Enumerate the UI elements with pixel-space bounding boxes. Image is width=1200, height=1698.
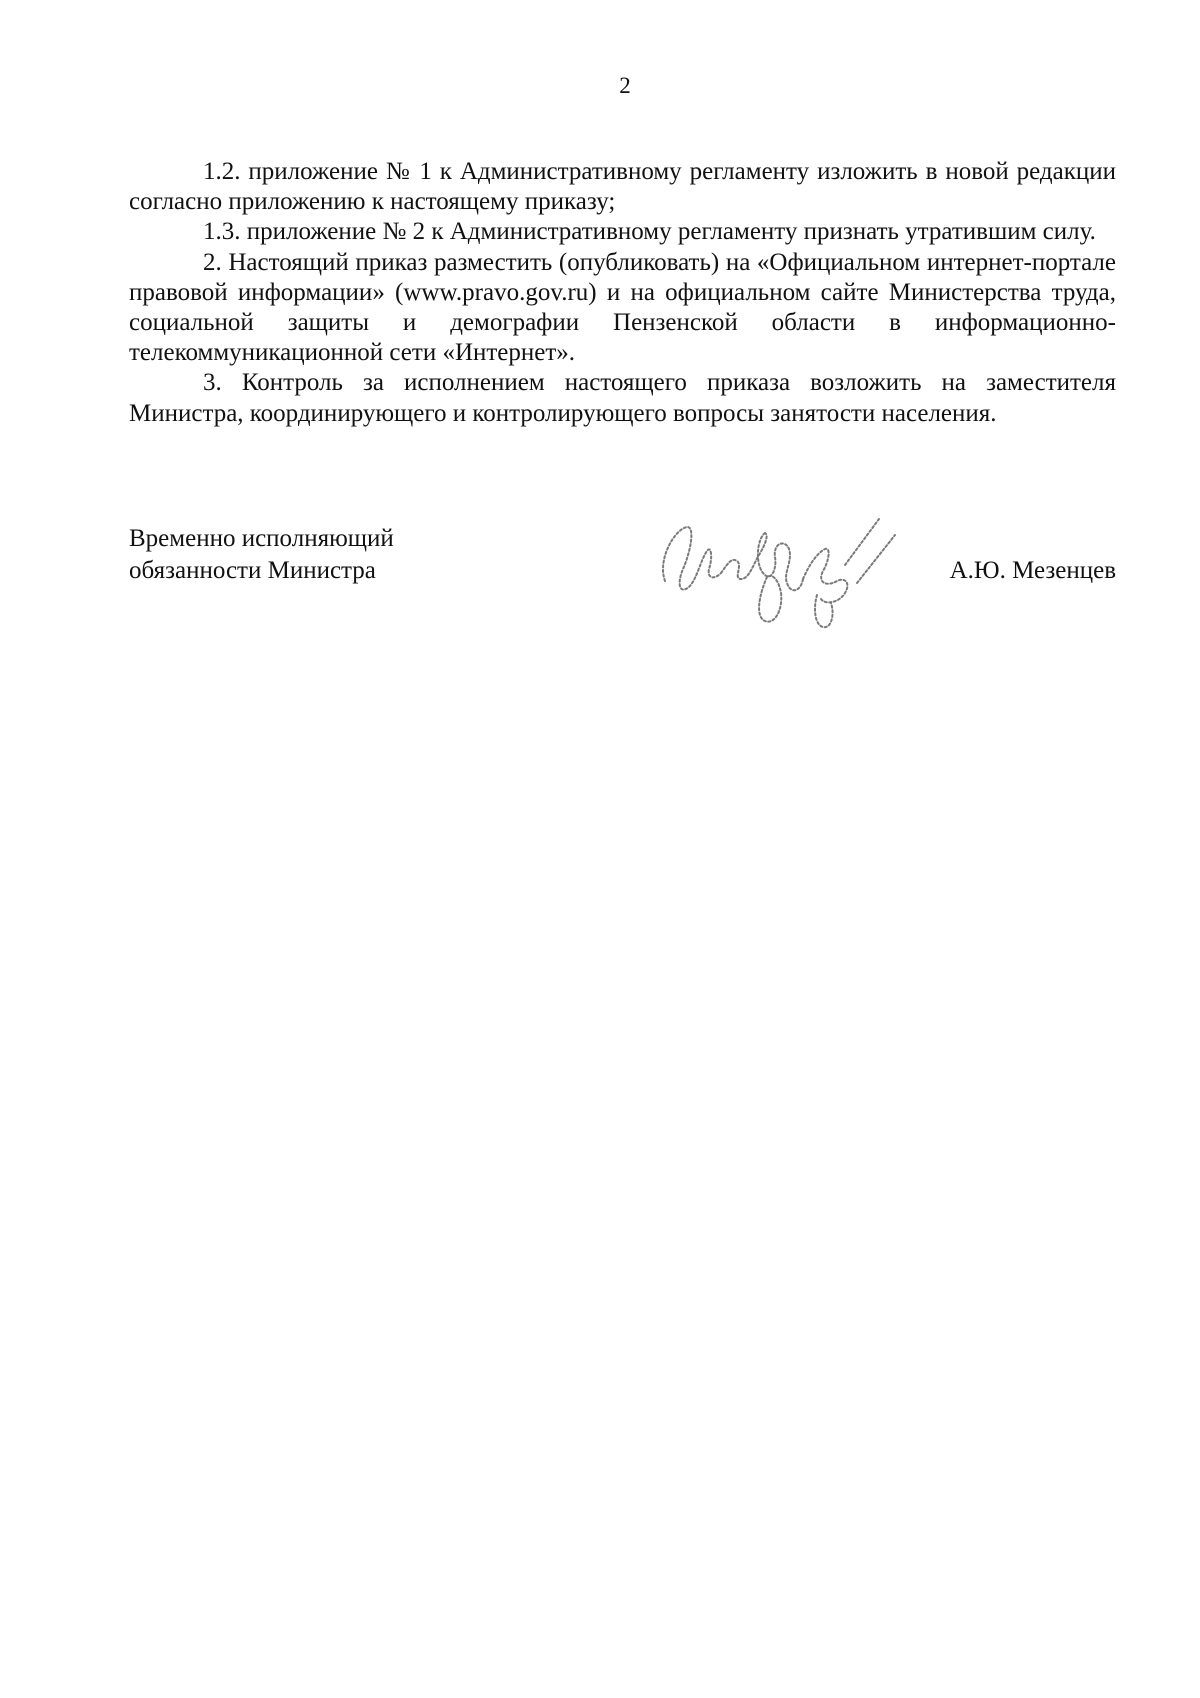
paragraph-3: 3. Контроль за исполнением настоящего приказа возложить на заместителя Министра, координирующего и контролирующего вопросы занятости населения.: [129, 369, 1116, 427]
signer-name: А.Ю. Мезенцев: [949, 557, 1116, 584]
paragraph-1-3: 1.3. приложение № 2 к Административному регламенту признать утратившим силу.: [203, 218, 1096, 246]
paragraph-2: 2. Настоящий приказ разместить (опубликовать) на «Официальном интернет-портале правовой информации» (www.pravo.gov.ru) и на официальном сайте Министерства труда, социальной защиты и демографии Пензенской области в информационно-телекоммуникационной сети «Интернет».: [129, 248, 1116, 367]
page-number: 2: [619, 73, 631, 98]
signer-title-line-1: Временно исполняющий: [129, 525, 394, 552]
signer-title: [129, 523, 394, 587]
handwritten-signature: [617, 499, 917, 639]
paragraph-1-2: 1.2. приложение № 1 к Административному регламенту изложить в новой редакции согласно приложению к настоящему приказу;: [129, 158, 1116, 216]
signer-title-line-2: обязанности Министра: [129, 557, 376, 584]
document-body: [129, 157, 1116, 429]
signature-block: [129, 523, 1116, 633]
